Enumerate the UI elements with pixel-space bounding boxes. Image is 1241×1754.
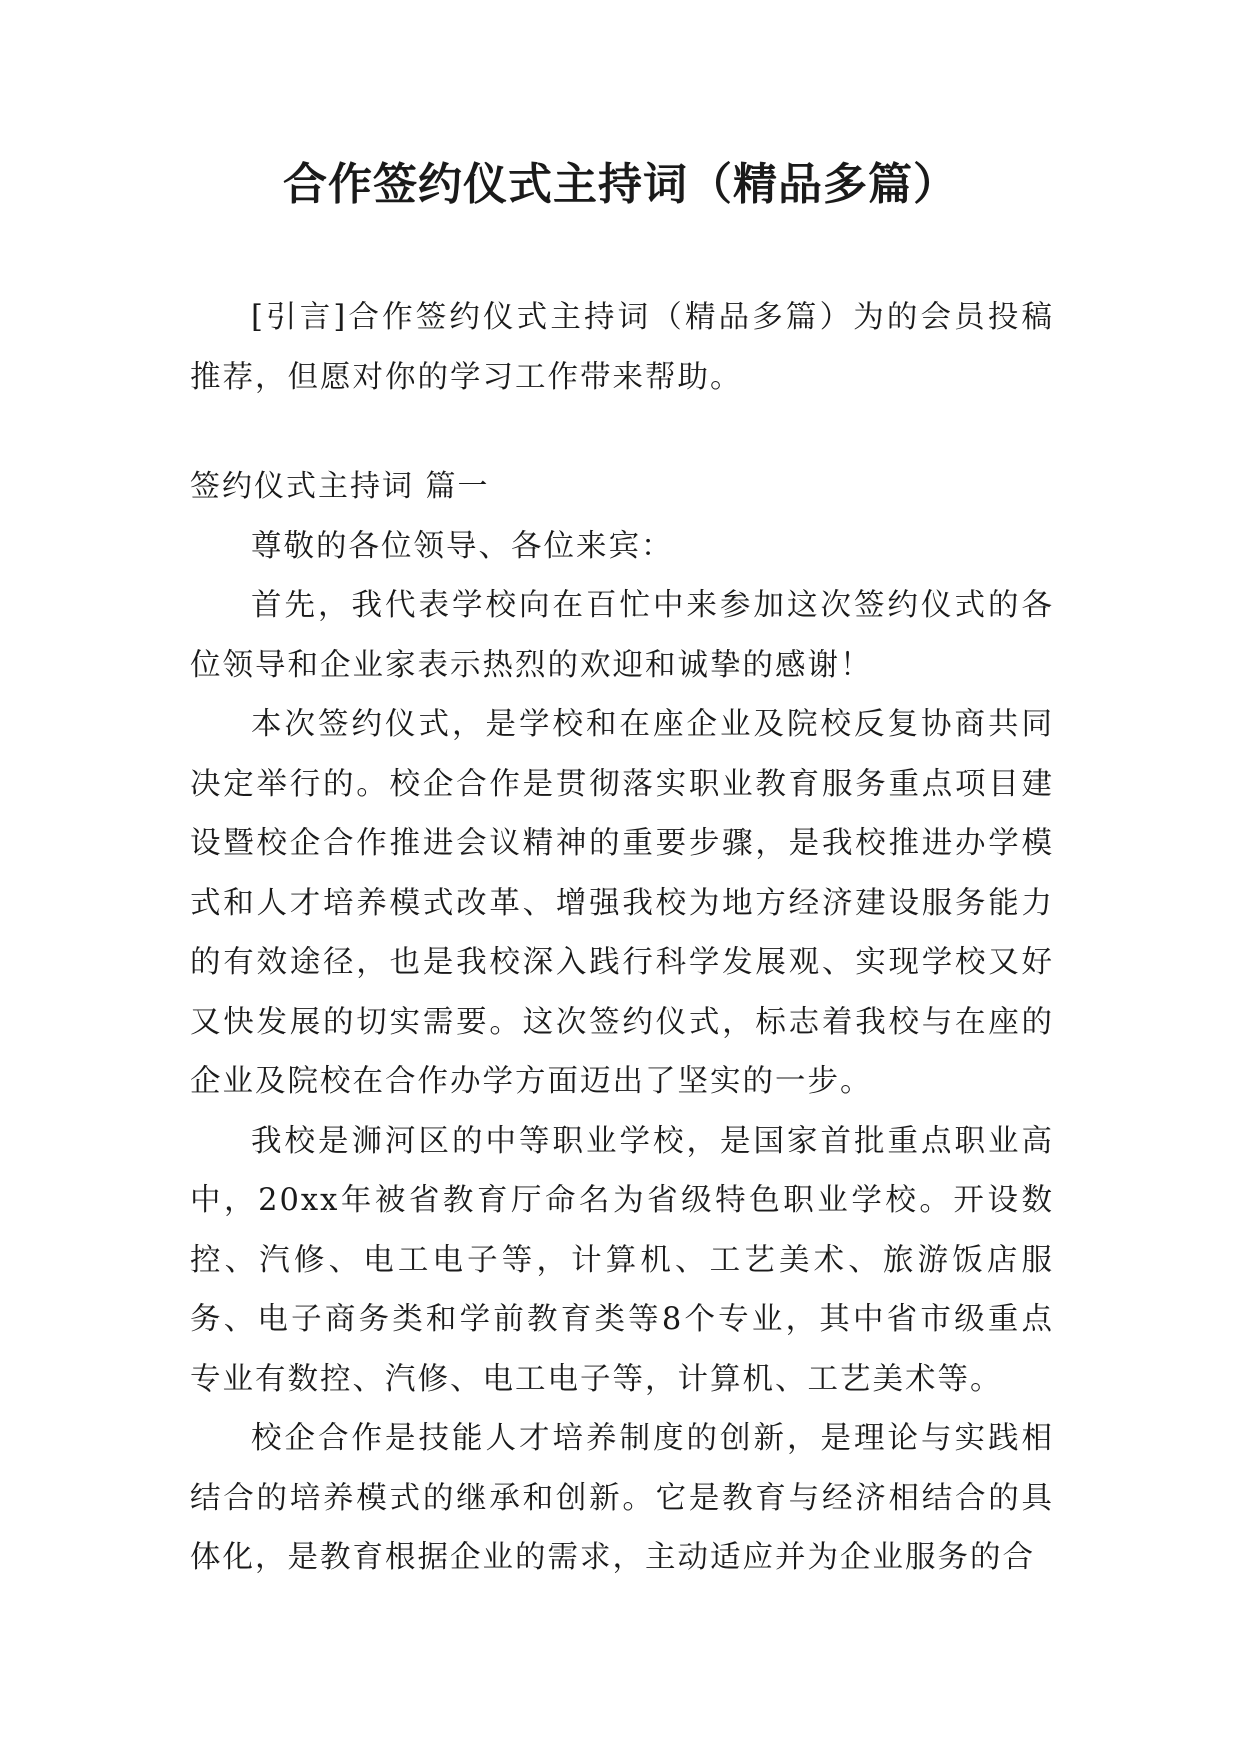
body-paragraph: 我校是浉河区的中等职业学校，是国家首批重点职业高中，20xx年被省教育厅命名为省级特色职业学校。开设数控、汽修、电工电子等，计算机、工艺美术、旅游饭店服务、电子商务类和学前教育类等8个专业，其中省市级重点专业有数控、汽修、电工电子等，计算机、工艺美术等。 (190, 1123, 1054, 1397)
body-paragraph: 尊敬的各位领导、各位来宾： (251, 528, 674, 564)
document-body (190, 288, 1054, 1588)
intro-paragraph: [引言]合作签约仪式主持词（精品多篇）为的会员投稿推荐，但愿对你的学习工作带来帮助。 (190, 300, 1054, 395)
body-paragraph: 本次签约仪式，是学校和在座企业及院校反复协商共同决定举行的。校企合作是贯彻落实职业教育服务重点项目建设暨校企合作推进会议精神的重要步骤，是我校推进办学模式和人才培养模式改革、增强我校为地方经济建设服务能力的有效途径，也是我校深入践行科学发展观、实现学校又好又快发展的切实需要。这次签约仪式，标志着我校与在座的企业及院校在合作办学方面迈出了坚实的一步。 (190, 707, 1054, 1099)
section-heading: 签约仪式主持词 篇一 (190, 469, 490, 504)
document-title: 合作签约仪式主持词（精品多篇） (283, 159, 958, 210)
body-paragraph: 首先，我代表学校向在百忙中来参加这次签约仪式的各位领导和企业家表示热烈的欢迎和诚挚的感谢！ (190, 588, 1054, 683)
body-paragraph: 校企合作是技能人才培养制度的创新，是理论与实践相结合的培养模式的继承和创新。它是教育与经济相结合的具体化，是教育根据企业的需求，主动适应并为企业服务的合 (190, 1421, 1054, 1575)
